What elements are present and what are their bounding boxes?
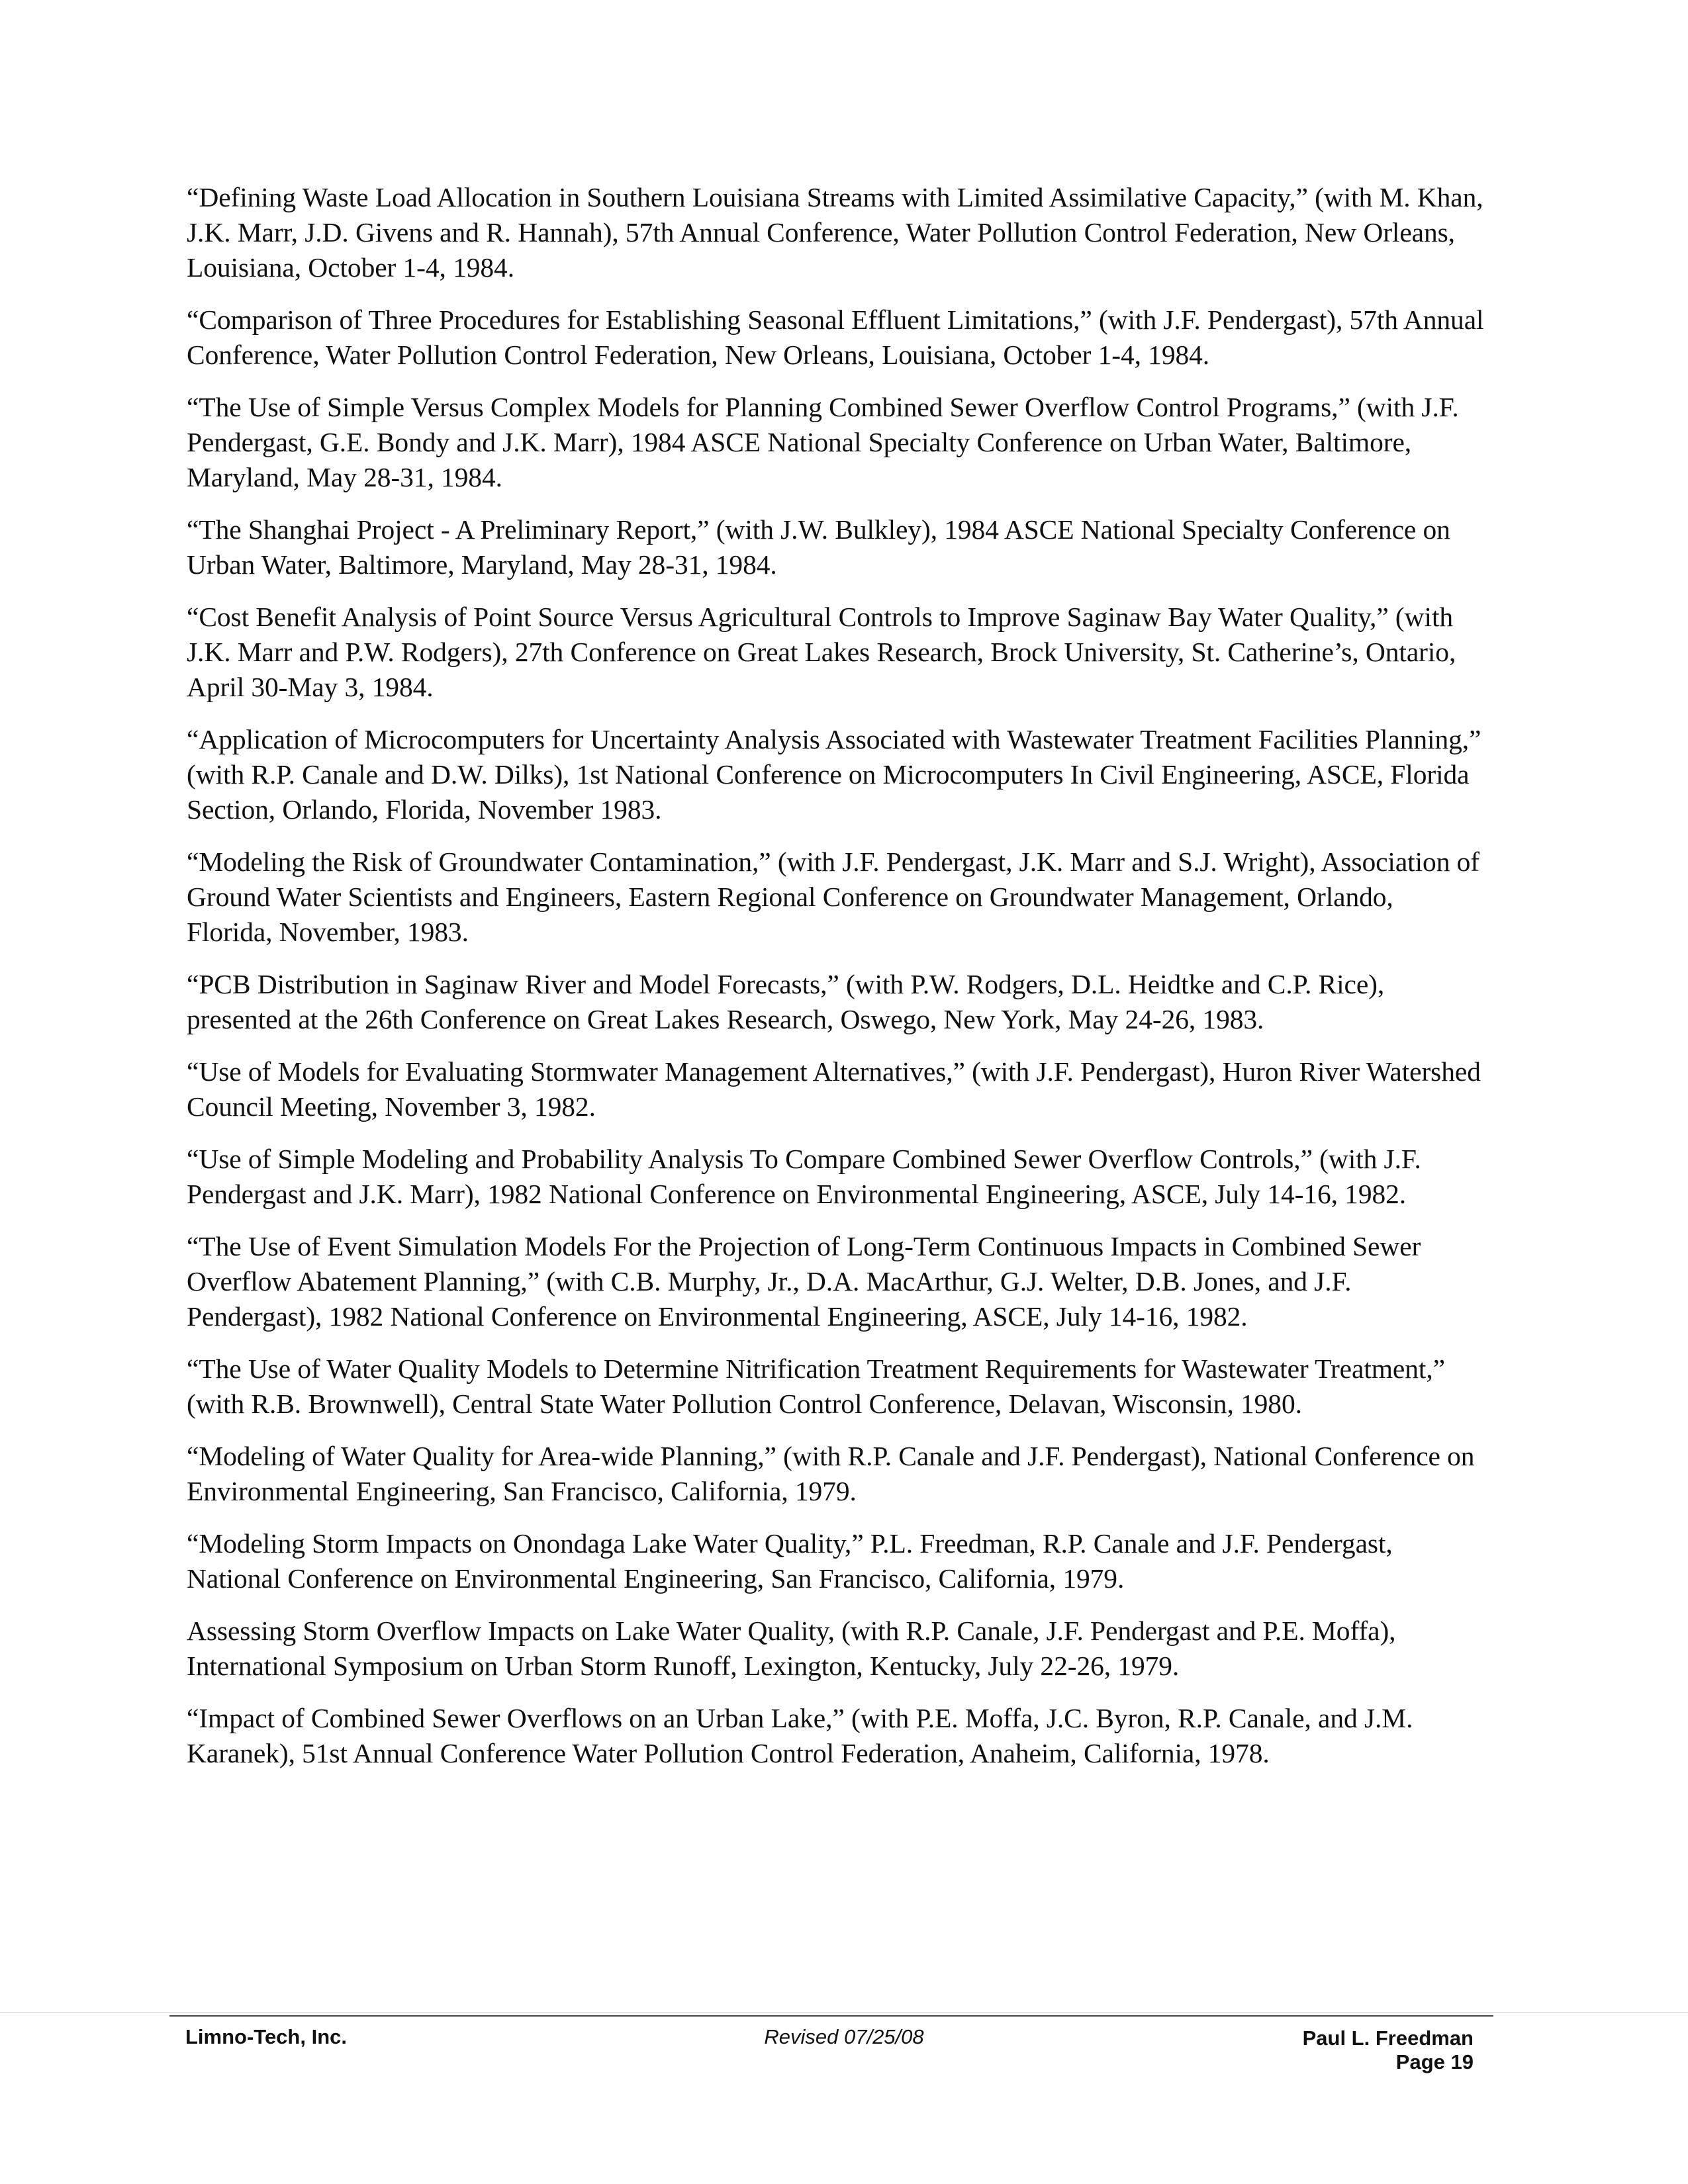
publication-entry: “Modeling Storm Impacts on Onondaga Lake Water Quality,” P.L. Freedman, R.P. Canale and J.F. Pendergast, National Conference on Environmental Engineering, San Francisco, California, 1979.	[187, 1528, 1393, 1594]
publication-entry: “Modeling the Risk of Groundwater Contamination,” (with J.F. Pendergast, J.K. Marr and S.J. Wright), Association of Ground Water Scientists and Engineers, Eastern Regional Conference on Groundwater Management, Orlando, Florida, November, 1983.	[187, 846, 1479, 947]
publication-entry: “PCB Distribution in Saginaw River and Model Forecasts,” (with P.W. Rodgers, D.L. Heidtke and C.P. Rice), presented at the 26th Conference on Great Lakes Research, Oswego, New York, May 24-26, 1983.	[187, 969, 1385, 1034]
publication-entry: “Impact of Combined Sewer Overflows on an Urban Lake,” (with P.E. Moffa, J.C. Byron, R.P. Canale, and J.M. Karanek), 51st Annual Conference Water Pollution Control Federation, Anaheim, California, 1978.	[187, 1703, 1413, 1768]
publication-entry: “Cost Benefit Analysis of Point Source Versus Agricultural Controls to Improve Saginaw Bay Water Quality,” (with J.K. Marr and P.W. Rodgers), 27th Conference on Great Lakes Research, Brock University, St. Catherine’s, Ontario, April 30-May 3, 1984.	[187, 602, 1456, 702]
publication-entry: “Modeling of Water Quality for Area-wide Planning,” (with R.P. Canale and J.F. Pendergast), National Conference on Environmental Engineering, San Francisco, California, 1979.	[187, 1441, 1475, 1506]
publication-entry: “Defining Waste Load Allocation in Southern Louisiana Streams with Limited Assimilative Capacity,” (with M. Khan, J.K. Marr, J.D. Givens and R. Hannah), 57th Annual Conference, Water Pollution Control Federation, New Orleans, Louisiana, October 1-4, 1984.	[187, 182, 1483, 283]
publication-entry: “Application of Microcomputers for Uncertainty Analysis Associated with Wastewater Treatment Facilities Planning,” (with R.P. Canale and D.W. Dilks), 1st National Conference on Microcomputers In Civil Engineering, ASCE, Florida Section, Orlando, Florida, November 1983.	[187, 724, 1481, 825]
footer-author-page	[1303, 2026, 1474, 2074]
publication-entry: “The Use of Water Quality Models to Determine Nitrification Treatment Requirements for Wastewater Treatment,” (with R.B. Brownwell), Central State Water Pollution Control Conference, Delavan, Wisconsin, 1980.	[187, 1353, 1445, 1419]
publication-entry: “Use of Models for Evaluating Stormwater Management Alternatives,” (with J.F. Pendergast), Huron River Watershed Council Meeting, November 3, 1982.	[187, 1056, 1481, 1122]
footer-divider-faint	[0, 2012, 1688, 2013]
footer-revision-date: Revised 07/25/08	[764, 2025, 924, 2048]
footer-company: Limno-Tech, Inc.	[185, 2025, 347, 2048]
footer-page-number: Page 19	[1395, 2050, 1474, 2073]
footer-author: Paul L. Freedman	[1302, 2026, 1474, 2050]
publication-entry: “The Shanghai Project - A Preliminary Report,” (with J.W. Bulkley), 1984 ASCE National Specialty Conference on Urban Water, Baltimore, Maryland, May 28-31, 1984.	[187, 514, 1450, 580]
publication-entry: Assessing Storm Overflow Impacts on Lake Water Quality, (with R.P. Canale, J.F. Pendergast and P.E. Moffa), International Symposium on Urban Storm Runoff, Lexington, Kentucky, July 22-26, 1979.	[187, 1615, 1396, 1681]
publication-entry: “The Use of Simple Versus Complex Models for Planning Combined Sewer Overflow Control Programs,” (with J.F. Pendergast, G.E. Bondy and J.K. Marr), 1984 ASCE National Specialty Conference on Urban Water, Baltimore, Maryland, May 28-31, 1984.	[187, 392, 1459, 492]
publication-list	[187, 180, 1484, 1788]
footer-divider	[169, 2015, 1493, 2017]
publication-entry: “The Use of Event Simulation Models For the Projection of Long-Term Continuous Impacts in Combined Sewer Overflow Abatement Planning,” (with C.B. Murphy, Jr., D.A. MacArthur, G.J. Welter, D.B. Jones, and J.F. Pendergast), 1982 National Conference on Environmental Engineering, ASCE, July 14-16, 1982.	[187, 1231, 1421, 1332]
publication-entry: “Comparison of Three Procedures for Establishing Seasonal Effluent Limitations,” (with J.F. Pendergast), 57th Annual Conference, Water Pollution Control Federation, New Orleans, Louisiana, October 1-4, 1984.	[187, 304, 1484, 370]
publication-entry: “Use of Simple Modeling and Probability Analysis To Compare Combined Sewer Overflow Controls,” (with J.F. Pendergast and J.K. Marr), 1982 National Conference on Environmental Engineering, ASCE, July 14-16, 1982.	[187, 1144, 1421, 1209]
